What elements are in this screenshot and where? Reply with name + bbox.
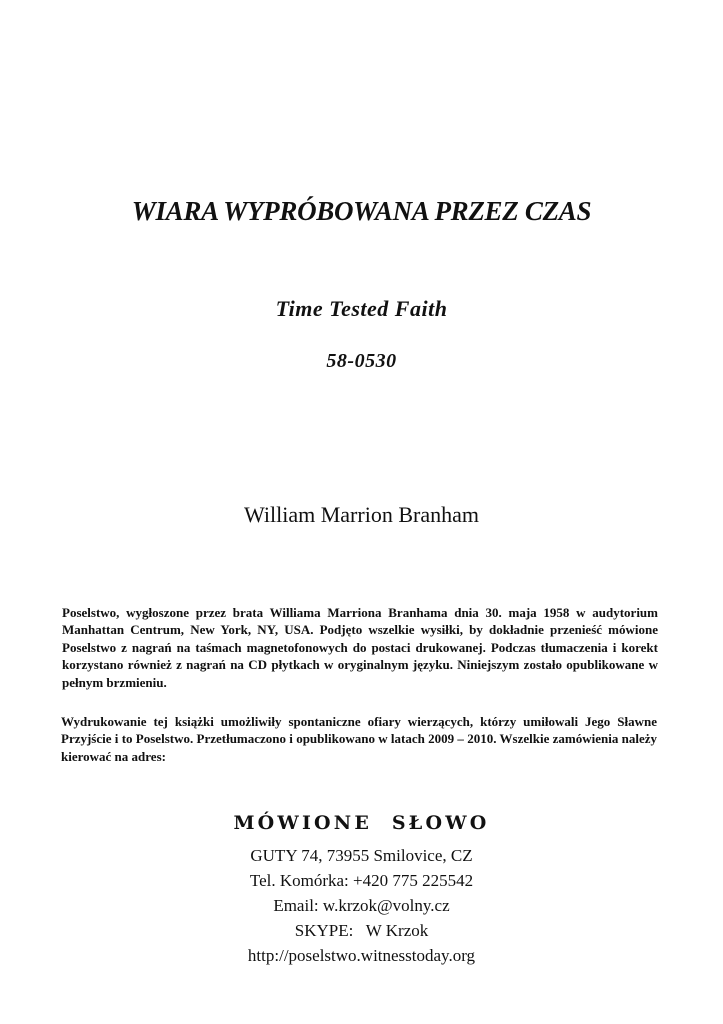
document-subtitle: Time Tested Faith <box>275 296 448 321</box>
publisher-name: MÓWIONE SŁOWO <box>233 812 490 834</box>
intro-paragraph: Poselstwo, wygłoszone przez brata Williama Marriona Branhama dnia 30. maja 1958 w audytorium Manhattan Centrum, New York, NY, USA. Podjęto wszelkie wysiłki, by dokładnie przenieść mówione Poselstwo z nagrań na taśmach magnetofonowych do postaci drukowanej. Podczas tłumaczenia i korekt korzystano również z nagrań na CD płytkach w oryginalnym języku. Niniejszym zostało opublikowane w pełnym brzmieniu. <box>62 605 658 690</box>
document-title: WIARA WYPRÓBOWANA PRZEZ CZAS <box>131 196 592 226</box>
publisher-website-link[interactable]: http://poselstwo.witnesstoday.org <box>247 946 476 965</box>
publisher-address: GUTY 74, 73955 Smilovice, CZ <box>250 846 473 865</box>
author-name: William Marrion Branham <box>244 502 479 527</box>
sermon-code: 58-0530 <box>326 350 397 372</box>
publisher-skype: SKYPE: W Krzok <box>294 921 429 940</box>
printing-paragraph: Wydrukowanie tej książki umożliwiły spontaniczne ofiary wierzących, którzy umiłowali Jego Sławne Przyjście i to Poselstwo. Przetłumaczono i opublikowano w latach 2009 – 2010. Wszelkie zamówienia należy kierować na adres: <box>61 714 657 764</box>
publisher-phone: Tel. Komórka: +420 775 225542 <box>249 871 474 890</box>
publisher-email: Email: w.krzok@volny.cz <box>273 896 450 915</box>
